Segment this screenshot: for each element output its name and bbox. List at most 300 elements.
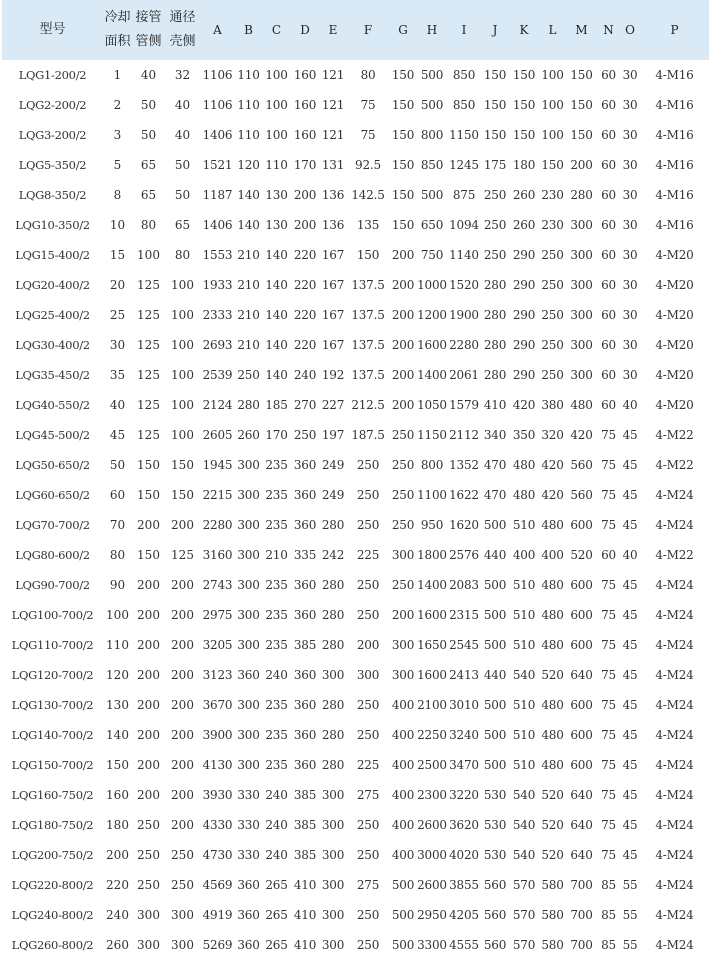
- table-row: [2, 750, 709, 780]
- table-cell: 75: [601, 518, 616, 532]
- table-cell: 480: [541, 578, 564, 592]
- table-cell: 167: [321, 308, 345, 322]
- table-cell: 4205: [449, 908, 479, 922]
- table-cell: 240: [265, 668, 288, 682]
- model-cell: LQG160-750/2: [11, 788, 94, 802]
- table-cell: 121: [321, 68, 345, 82]
- table-cell: 75: [360, 98, 376, 112]
- table-cell: 380: [541, 398, 564, 412]
- column-header-label: D: [300, 23, 310, 37]
- table-cell: 131: [321, 158, 345, 172]
- table-cell: 30: [622, 218, 638, 232]
- table-cell: 225: [356, 548, 380, 562]
- table-cell: 150: [171, 458, 194, 472]
- table-cell: 400: [541, 548, 564, 562]
- table-cell: 200: [171, 818, 194, 832]
- table-cell: 100: [541, 68, 564, 82]
- column-header: [447, 0, 481, 60]
- table-cell: 400: [391, 788, 415, 802]
- table-cell: 45: [622, 518, 638, 532]
- table-cell: 250: [356, 818, 380, 832]
- table-cell: 121: [321, 98, 345, 112]
- table-cell: 400: [391, 728, 415, 742]
- table-row: [2, 720, 709, 750]
- table-cell: 300: [237, 758, 260, 772]
- column-header-sublabel: 壳侧: [169, 34, 196, 49]
- table-cell: 2600: [417, 878, 447, 892]
- table-cell: 250: [356, 728, 380, 742]
- table-cell: 30: [622, 128, 638, 142]
- table-cell: 250: [483, 218, 507, 232]
- table-cell: 150: [391, 188, 415, 202]
- table-cell: 510: [512, 608, 536, 622]
- table-cell: 137.5: [351, 278, 385, 292]
- column-header-label: K: [519, 23, 529, 37]
- column-header: [389, 0, 417, 60]
- table-cell: 70: [109, 518, 126, 532]
- table-cell: 4-M24: [655, 848, 694, 862]
- column-header-label: E: [328, 23, 338, 37]
- table-cell: 4-M20: [655, 338, 694, 352]
- table-cell: 1600: [417, 608, 447, 622]
- table-cell: 1106: [202, 68, 233, 82]
- model-cell: LQG25-400/2: [15, 308, 90, 322]
- table-cell: 250: [541, 368, 564, 382]
- table-cell: 700: [570, 908, 593, 922]
- table-cell: 280: [237, 398, 260, 412]
- table-cell: 110: [237, 98, 260, 112]
- table-row: [2, 60, 709, 90]
- model-cell: LQG15-400/2: [15, 248, 90, 262]
- table-cell: 700: [570, 878, 593, 892]
- table-cell: 3930: [202, 788, 233, 802]
- column-header: [235, 0, 262, 60]
- table-cell: 500: [483, 728, 507, 742]
- table-cell: 250: [541, 278, 564, 292]
- table-cell: 210: [265, 548, 288, 562]
- table-cell: 167: [321, 338, 345, 352]
- table-cell: 100: [541, 128, 564, 142]
- table-cell: 560: [483, 908, 507, 922]
- table-cell: 2215: [202, 488, 233, 502]
- table-cell: 227: [321, 398, 345, 412]
- table-cell: 250: [391, 428, 415, 442]
- table-cell: 480: [541, 608, 564, 622]
- table-cell: 180: [512, 158, 536, 172]
- table-cell: 950: [420, 518, 444, 532]
- table-cell: 55: [622, 908, 638, 922]
- table-cell: 2605: [202, 428, 233, 442]
- table-cell: 1622: [449, 488, 479, 502]
- table-cell: 280: [321, 608, 345, 622]
- table-cell: 150: [512, 68, 536, 82]
- table-cell: 75: [601, 428, 616, 442]
- table-cell: 420: [541, 458, 564, 472]
- table-cell: 250: [171, 878, 194, 892]
- table-cell: 160: [293, 68, 317, 82]
- table-cell: 30: [622, 248, 638, 262]
- table-cell: 500: [391, 938, 415, 952]
- table-cell: 240: [265, 818, 288, 832]
- table-cell: 3010: [449, 698, 479, 712]
- column-header-label: P: [670, 23, 679, 37]
- column-header: [620, 0, 640, 60]
- column-header-label: 接管: [135, 10, 162, 25]
- table-cell: 185: [265, 398, 288, 412]
- table-cell: 250: [356, 518, 380, 532]
- table-cell: 850: [452, 68, 476, 82]
- table-cell: 360: [293, 758, 317, 772]
- table-row: [2, 330, 709, 360]
- table-cell: 480: [570, 398, 593, 412]
- table-cell: 65: [140, 188, 157, 202]
- table-cell: 100: [171, 308, 194, 322]
- table-cell: 290: [512, 278, 536, 292]
- table-cell: 30: [622, 278, 638, 292]
- table-cell: 1521: [202, 158, 233, 172]
- table-cell: 250: [483, 188, 507, 202]
- table-body: [2, 60, 709, 960]
- table-cell: 200: [171, 578, 194, 592]
- table-cell: 4730: [202, 848, 233, 862]
- table-cell: 140: [237, 188, 260, 202]
- table-cell: 4-M20: [655, 398, 694, 412]
- column-header: [319, 0, 347, 60]
- table-cell: 175: [483, 158, 507, 172]
- table-cell: 121: [321, 128, 345, 142]
- table-cell: 120: [106, 668, 129, 682]
- table-cell: 200: [171, 758, 194, 772]
- table-cell: 170: [293, 158, 317, 172]
- table-cell: 160: [293, 128, 317, 142]
- table-cell: 5: [113, 158, 122, 172]
- table-cell: 300: [570, 338, 593, 352]
- table-cell: 1600: [417, 338, 447, 352]
- table-cell: 4555: [449, 938, 479, 952]
- column-header: [417, 0, 447, 60]
- table-cell: 510: [512, 518, 536, 532]
- table-cell: 250: [483, 248, 507, 262]
- table-cell: 4-M24: [655, 818, 694, 832]
- table-cell: 265: [265, 908, 288, 922]
- table-cell: 200: [137, 698, 160, 712]
- table-cell: 240: [106, 908, 129, 922]
- table-cell: 1800: [417, 548, 447, 562]
- table-cell: 360: [237, 668, 260, 682]
- table-cell: 510: [512, 728, 536, 742]
- table-cell: 280: [321, 728, 345, 742]
- table-cell: 700: [570, 938, 593, 952]
- table-cell: 300: [391, 548, 415, 562]
- table-row: [2, 450, 709, 480]
- table-cell: 280: [321, 638, 345, 652]
- table-cell: 500: [483, 638, 507, 652]
- table-cell: 300: [237, 488, 260, 502]
- table-cell: 30: [622, 308, 638, 322]
- table-cell: 30: [622, 368, 638, 382]
- table-cell: 60: [601, 128, 616, 142]
- table-cell: 2576: [449, 548, 479, 562]
- table-cell: 100: [541, 98, 564, 112]
- table-cell: 300: [391, 668, 415, 682]
- column-header-sublabel: 管侧: [135, 34, 162, 49]
- table-cell: 170: [265, 428, 288, 442]
- table-cell: 4020: [449, 848, 479, 862]
- model-cell: LQG120-700/2: [11, 668, 94, 682]
- table-cell: 4-M22: [655, 458, 694, 472]
- table-cell: 275: [356, 788, 380, 802]
- table-cell: 560: [483, 938, 507, 952]
- model-cell: LQG130-700/2: [11, 698, 94, 712]
- table-cell: 4-M24: [655, 668, 694, 682]
- table-cell: 1: [113, 68, 122, 82]
- model-cell: LQG3-200/2: [18, 128, 87, 142]
- table-cell: 200: [391, 338, 415, 352]
- table-cell: 240: [293, 368, 317, 382]
- table-cell: 130: [265, 188, 288, 202]
- table-cell: 1406: [202, 128, 233, 142]
- table-cell: 540: [512, 818, 536, 832]
- table-cell: 235: [265, 698, 288, 712]
- table-cell: 600: [570, 518, 593, 532]
- table-cell: 470: [483, 458, 507, 472]
- table-cell: 800: [420, 458, 444, 472]
- table-cell: 250: [356, 908, 380, 922]
- table-cell: 250: [391, 518, 415, 532]
- table-cell: 167: [321, 248, 345, 262]
- model-cell: LQG1-200/2: [18, 68, 87, 82]
- model-cell: LQG200-750/2: [11, 848, 94, 862]
- table-cell: 212.5: [351, 398, 385, 412]
- table-cell: 480: [512, 488, 536, 502]
- column-header-sublabel: 面积: [104, 34, 131, 49]
- table-row: [2, 630, 709, 660]
- table-cell: 137.5: [351, 368, 385, 382]
- column-header-label: F: [363, 23, 373, 37]
- column-header-label: N: [603, 23, 614, 37]
- table-cell: 410: [293, 938, 317, 952]
- table-cell: 120: [237, 158, 260, 172]
- table-cell: 360: [293, 518, 317, 532]
- table-cell: 2539: [202, 368, 233, 382]
- table-cell: 280: [321, 518, 345, 532]
- table-cell: 360: [293, 608, 317, 622]
- table-cell: 540: [512, 788, 536, 802]
- table-cell: 250: [356, 608, 380, 622]
- table-cell: 45: [622, 428, 638, 442]
- table-cell: 125: [171, 548, 194, 562]
- table-cell: 140: [265, 248, 288, 262]
- table-cell: 200: [137, 728, 160, 742]
- table-cell: 540: [512, 848, 536, 862]
- table-cell: 200: [171, 698, 194, 712]
- table-cell: 200: [293, 218, 317, 232]
- table-cell: 210: [237, 338, 260, 352]
- table-cell: 2: [113, 98, 122, 112]
- table-cell: 60: [601, 368, 616, 382]
- table-row: [2, 840, 709, 870]
- table-cell: 30: [622, 98, 638, 112]
- table-cell: 45: [622, 608, 638, 622]
- column-header-label: B: [244, 23, 253, 37]
- table-cell: 30: [622, 68, 638, 82]
- table-cell: 60: [601, 278, 616, 292]
- table-cell: 4-M22: [655, 428, 694, 442]
- table-cell: 250: [356, 698, 380, 712]
- table-cell: 280: [570, 188, 593, 202]
- table-cell: 200: [137, 578, 160, 592]
- table-cell: 300: [321, 668, 345, 682]
- table-cell: 1406: [202, 218, 233, 232]
- table-cell: 290: [512, 368, 536, 382]
- table-cell: 360: [293, 488, 317, 502]
- table-cell: 400: [391, 848, 415, 862]
- table-cell: 580: [541, 878, 564, 892]
- column-header-label: L: [548, 23, 557, 37]
- table-cell: 75: [601, 728, 616, 742]
- table-row: [2, 810, 709, 840]
- table-cell: 330: [237, 818, 260, 832]
- table-cell: 290: [512, 338, 536, 352]
- table-cell: 150: [137, 458, 160, 472]
- table-cell: 136: [321, 188, 345, 202]
- table-cell: 300: [321, 938, 345, 952]
- model-cell: LQG70-700/2: [15, 518, 90, 532]
- model-cell: LQG140-700/2: [11, 728, 94, 742]
- table-cell: 4919: [202, 908, 233, 922]
- table-cell: 570: [512, 908, 536, 922]
- table-cell: 210: [237, 278, 260, 292]
- model-cell: LQG8-350/2: [18, 188, 87, 202]
- table-cell: 45: [622, 578, 638, 592]
- table-cell: 30: [109, 338, 126, 352]
- table-cell: 20: [109, 278, 126, 292]
- table-cell: 150: [391, 218, 415, 232]
- table-cell: 500: [483, 758, 507, 772]
- table-cell: 75: [360, 128, 376, 142]
- table-cell: 500: [483, 578, 507, 592]
- table-cell: 142.5: [351, 188, 385, 202]
- table-cell: 4-M16: [655, 68, 694, 82]
- table-cell: 360: [293, 458, 317, 472]
- table-row: [2, 120, 709, 150]
- table-cell: 60: [601, 188, 616, 202]
- table-row: [2, 900, 709, 930]
- table-cell: 500: [420, 188, 444, 202]
- table-cell: 75: [601, 698, 616, 712]
- table-cell: 250: [171, 848, 194, 862]
- table-cell: 500: [483, 518, 507, 532]
- column-header: [539, 0, 566, 60]
- table-cell: 410: [293, 908, 317, 922]
- table-cell: 2100: [417, 698, 447, 712]
- table-cell: 300: [356, 668, 380, 682]
- table-cell: 250: [541, 308, 564, 322]
- table-row: [2, 210, 709, 240]
- table-cell: 160: [106, 788, 129, 802]
- table-cell: 100: [171, 338, 194, 352]
- table-cell: 85: [601, 878, 616, 892]
- model-cell: LQG110-700/2: [11, 638, 94, 652]
- table-cell: 200: [137, 608, 160, 622]
- table-cell: 640: [570, 848, 593, 862]
- table-cell: 140: [265, 278, 288, 292]
- table-cell: 230: [541, 218, 564, 232]
- table-row: [2, 570, 709, 600]
- table-row: [2, 420, 709, 450]
- table-cell: 55: [622, 878, 638, 892]
- table-cell: 280: [483, 278, 507, 292]
- table-cell: 340: [483, 428, 507, 442]
- table-cell: 3240: [449, 728, 479, 742]
- table-cell: 136: [321, 218, 345, 232]
- table-cell: 4-M16: [655, 128, 694, 142]
- table-cell: 300: [391, 638, 415, 652]
- table-cell: 150: [391, 98, 415, 112]
- table-cell: 4-M24: [655, 878, 694, 892]
- spec-table: [2, 0, 709, 960]
- table-cell: 140: [237, 218, 260, 232]
- table-row: [2, 90, 709, 120]
- table-cell: 2300: [417, 788, 447, 802]
- table-cell: 420: [512, 398, 536, 412]
- table-cell: 30: [622, 338, 638, 352]
- table-cell: 300: [321, 878, 345, 892]
- table-cell: 80: [174, 248, 191, 262]
- table-cell: 400: [391, 698, 415, 712]
- table-cell: 235: [265, 488, 288, 502]
- table-cell: 137.5: [351, 308, 385, 322]
- table-cell: 25: [109, 308, 126, 322]
- table-cell: 250: [237, 368, 260, 382]
- model-cell: LQG260-800/2: [11, 938, 94, 952]
- table-cell: 210: [237, 308, 260, 322]
- table-cell: 150: [137, 488, 160, 502]
- table-cell: 250: [356, 458, 380, 472]
- table-cell: 300: [237, 518, 260, 532]
- table-cell: 85: [601, 908, 616, 922]
- table-cell: 440: [483, 548, 507, 562]
- table-cell: 150: [570, 98, 593, 112]
- table-cell: 3620: [449, 818, 479, 832]
- table-cell: 200: [171, 608, 194, 622]
- table-cell: 60: [601, 308, 616, 322]
- table-cell: 1100: [417, 488, 447, 502]
- table-cell: 40: [622, 548, 638, 562]
- table-cell: 1620: [449, 518, 479, 532]
- table-cell: 75: [601, 788, 616, 802]
- table-cell: 60: [601, 68, 616, 82]
- table-cell: 100: [265, 68, 288, 82]
- table-cell: 200: [137, 518, 160, 532]
- table-cell: 300: [237, 698, 260, 712]
- column-header: [165, 0, 200, 60]
- column-header-label: 冷却: [104, 10, 131, 25]
- table-cell: 4-M20: [655, 368, 694, 382]
- table-cell: 200: [171, 668, 194, 682]
- table-cell: 1245: [449, 158, 479, 172]
- table-cell: 100: [265, 98, 288, 112]
- model-cell: LQG35-450/2: [15, 368, 90, 382]
- table-cell: 50: [140, 128, 157, 142]
- table-cell: 560: [570, 458, 593, 472]
- table-cell: 600: [570, 758, 593, 772]
- table-row: [2, 540, 709, 570]
- table-cell: 2315: [449, 608, 479, 622]
- table-cell: 242: [321, 548, 345, 562]
- table-cell: 50: [140, 98, 157, 112]
- column-header-label: I: [461, 23, 467, 37]
